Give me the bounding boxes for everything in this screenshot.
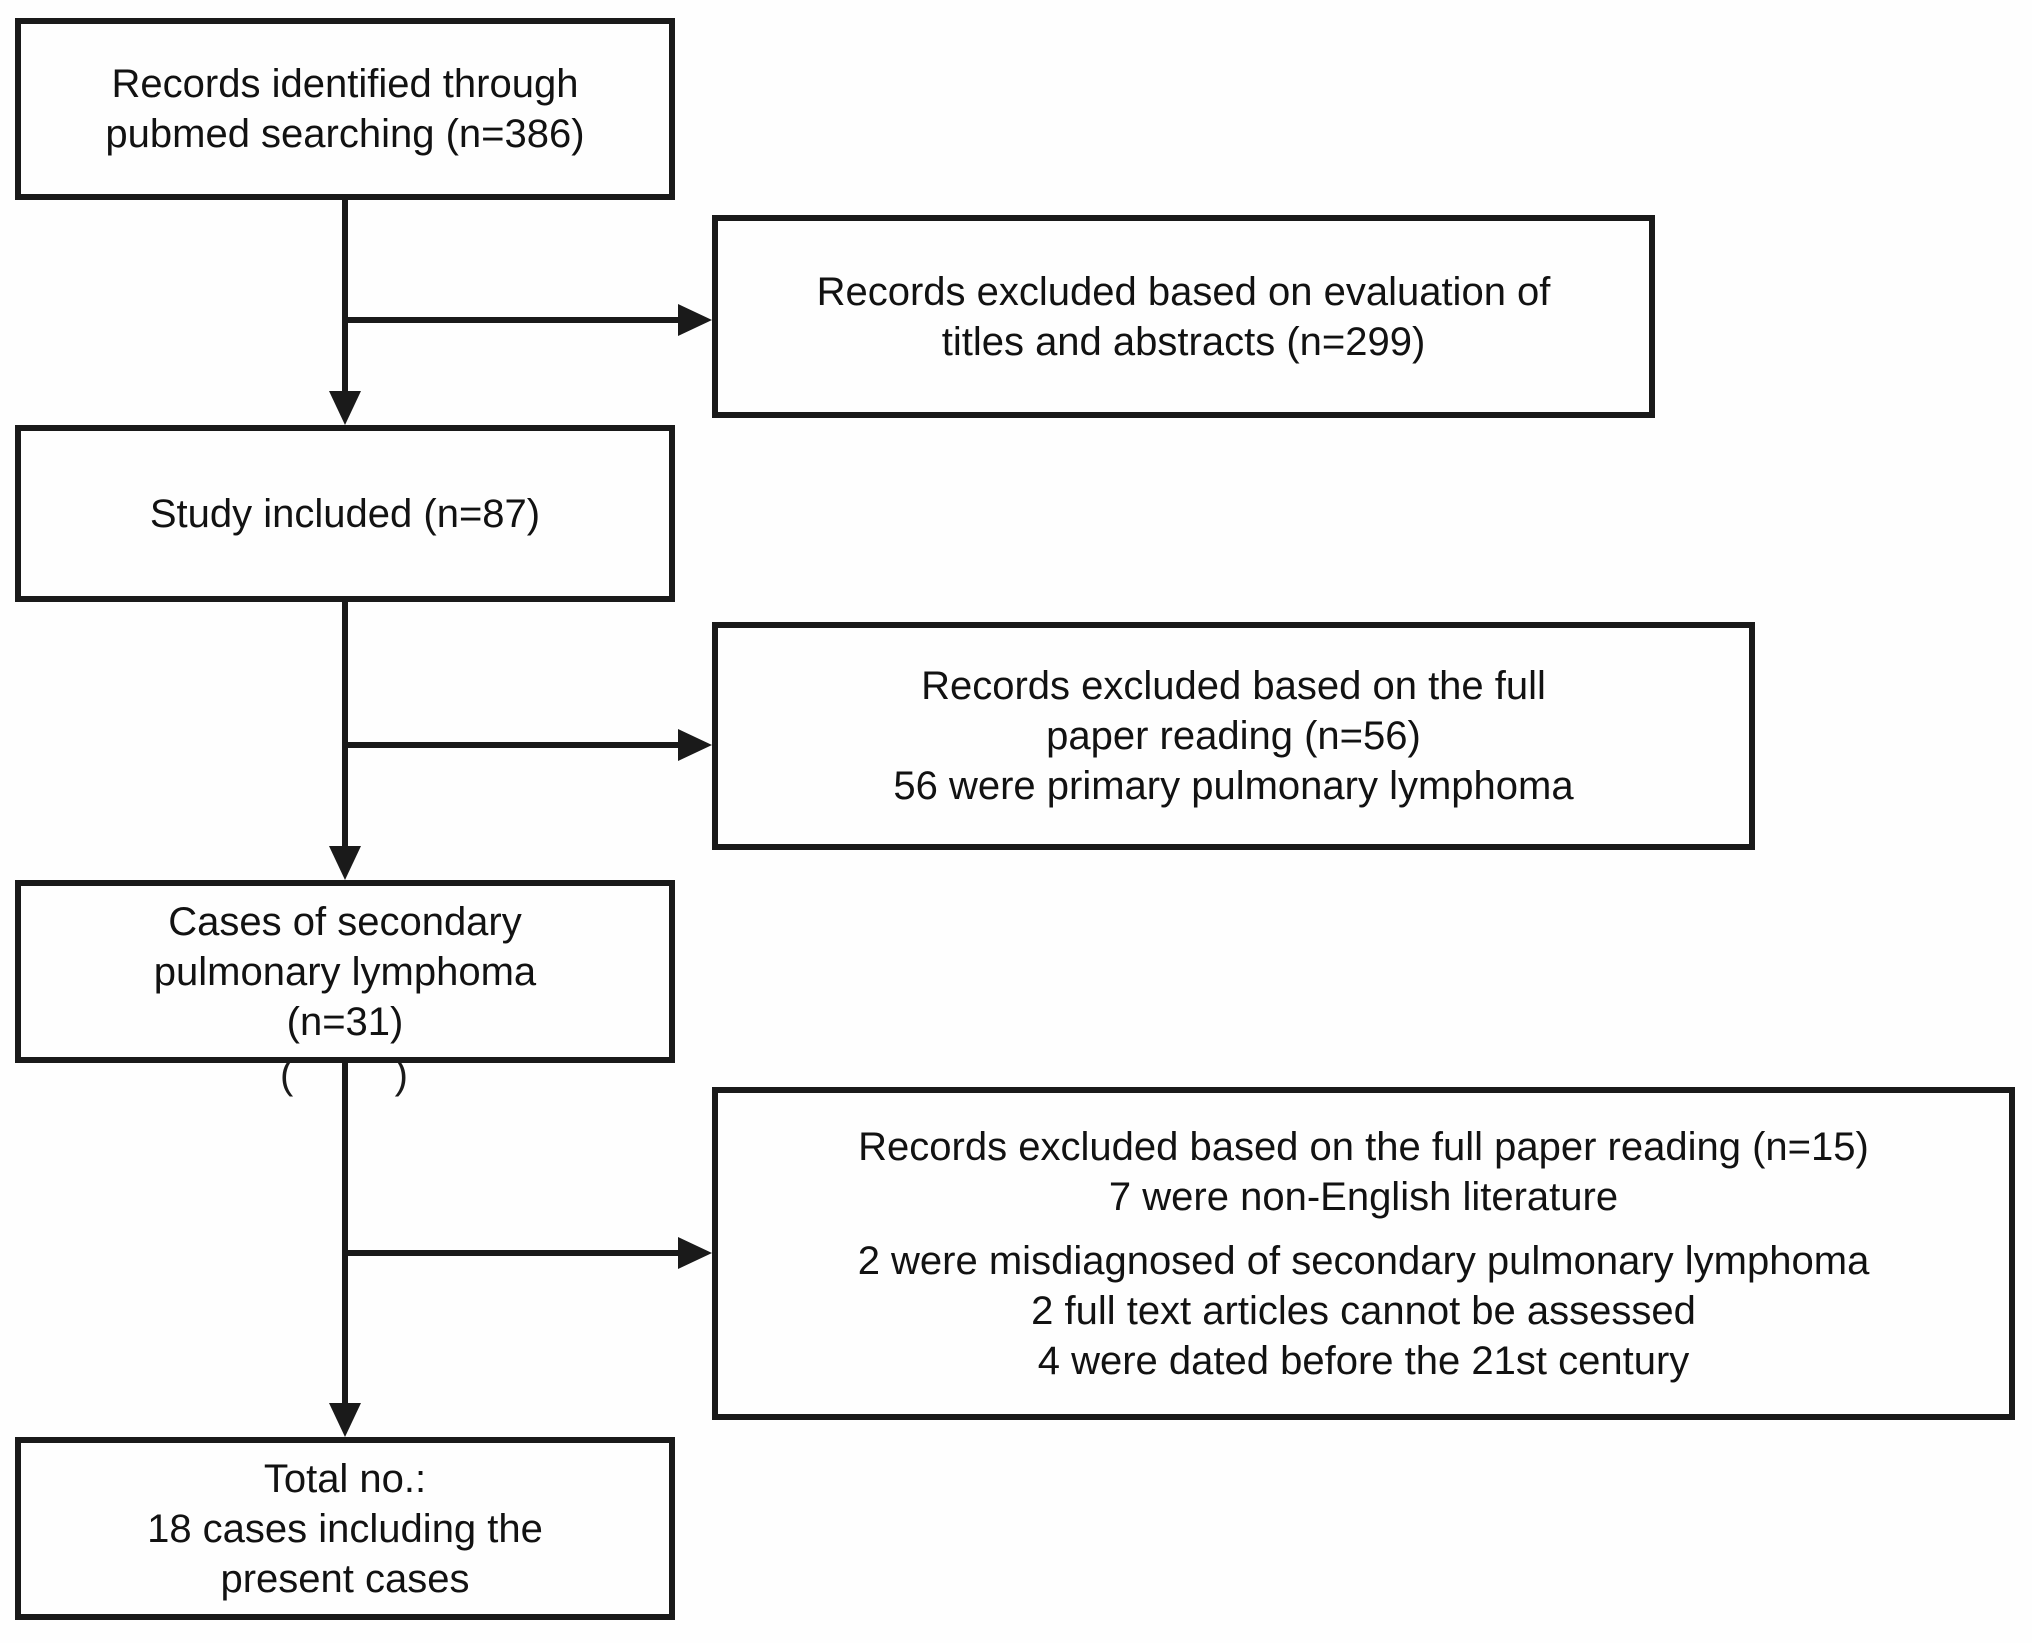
connector-identified-to-included xyxy=(342,200,348,395)
box-study-included-line-1: Study included (n=87) xyxy=(149,491,541,536)
connector-to-excluded-full-15 xyxy=(342,1250,682,1256)
arrowhead-down-icon xyxy=(329,846,361,880)
box-records-identified-line-1: Records identified through xyxy=(111,62,579,106)
arrowhead-down-icon xyxy=(329,1403,361,1437)
box-secondary-pulmonary-lymphoma xyxy=(15,880,675,1097)
box-total-line-3: present cases xyxy=(220,1556,470,1601)
box-excluded-full56-line-2: paper reading (n=56) xyxy=(1046,714,1421,758)
arrowhead-right-icon xyxy=(678,729,712,761)
box-excluded-full-paper-15 xyxy=(712,1087,2015,1420)
box-secondary-line-2: pulmonary lymphoma xyxy=(153,949,537,994)
box-excluded-full15-line-4: 2 full text articles cannot be assessed xyxy=(1031,1288,1696,1333)
box-excluded-titles-line-2: titles and abstracts (n=299) xyxy=(941,319,1426,364)
box-total-line-2: 18 cases including the xyxy=(147,1506,543,1551)
box-secondary-line-1: Cases of secondary xyxy=(168,899,522,944)
box-excluded-titles-abstracts xyxy=(712,215,1655,418)
clipped-close-paren: ) xyxy=(394,1053,408,1097)
box-study-included xyxy=(15,425,675,602)
connector-to-excluded-full-56 xyxy=(342,742,682,748)
box-excluded-full15-line-3: 2 were misdiagnosed of secondary pulmonary lymphoma xyxy=(857,1238,1870,1283)
box-excluded-full15-line-1: Records excluded based on the full paper reading (n=15) xyxy=(858,1124,1869,1169)
box-records-identified-line-2: pubmed searching (n=386) xyxy=(105,112,585,156)
box-excluded-full15-line-2: 7 were non-English literature xyxy=(1108,1174,1619,1219)
box-excluded-titles-line-1: Records excluded based on evaluation of xyxy=(816,269,1551,314)
box-total-cases xyxy=(15,1437,675,1620)
box-total-line-1: Total no.: xyxy=(263,1456,427,1501)
connector-to-excluded-titles xyxy=(342,317,682,323)
box-excluded-full56-line-1: Records excluded based on the full xyxy=(921,664,1546,708)
connector-secondary-to-total xyxy=(342,1063,348,1407)
box-excluded-full56-line-3: 56 were primary pulmonary lymphoma xyxy=(893,764,1574,808)
clipped-open-paren: ( xyxy=(280,1053,294,1097)
arrowhead-right-icon xyxy=(678,1237,712,1269)
connector-included-to-secondary xyxy=(342,602,348,850)
box-excluded-full15-line-5: 4 were dated before the 21st century xyxy=(1037,1338,1690,1383)
box-excluded-full-paper-56 xyxy=(712,622,1755,850)
arrowhead-down-icon xyxy=(329,391,361,425)
arrowhead-right-icon xyxy=(678,304,712,336)
box-secondary-line-3: (n=31) xyxy=(286,999,404,1044)
box-records-identified xyxy=(15,18,675,200)
